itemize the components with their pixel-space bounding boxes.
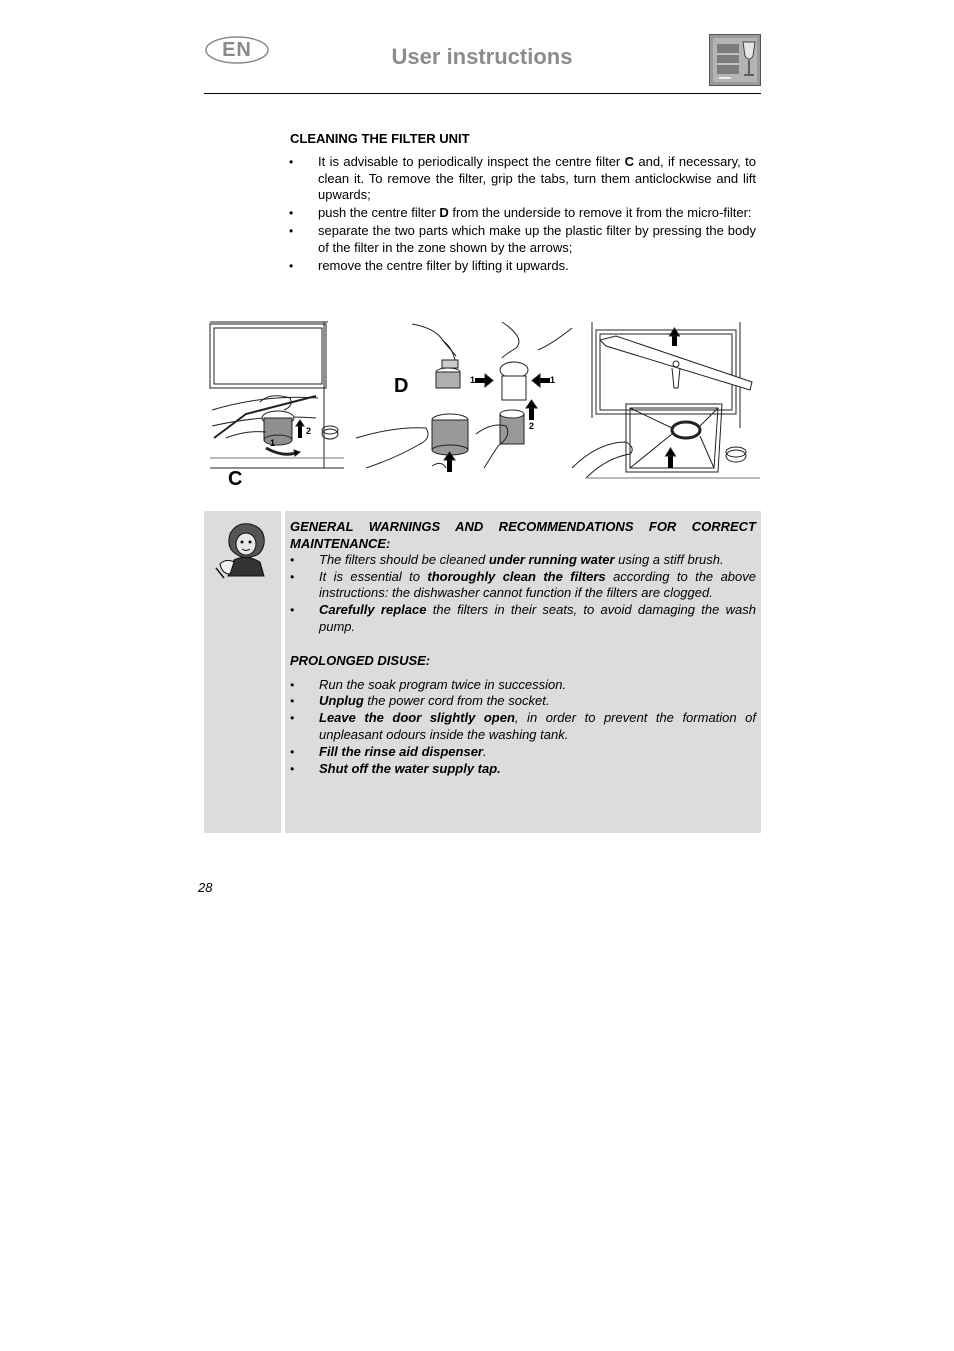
disuse-heading: PROLONGED DISUSE: <box>290 652 431 668</box>
label-step-1-right: 1 <box>550 375 556 385</box>
disuse-list <box>290 677 756 778</box>
label-step-2-right: 2 <box>529 421 535 431</box>
warnings-heading: GENERAL WARNINGS AND RECOMMENDATIONS FOR CORRECT MAINTENANCE: <box>290 519 756 551</box>
language-badge <box>204 34 270 66</box>
list-item: • Leave the door slightly open, in order to prevent the formation of unpleasant odours inside the washing tank. <box>290 710 756 743</box>
label-step-2: 2 <box>306 426 312 436</box>
list-item: • It is essential to thoroughly clean the filters according to the above instructions: the dishwasher cannot function if the filters are clogged. <box>290 569 756 602</box>
list-item: • remove the centre filter by lifting it upwards. <box>289 258 756 275</box>
warnings-content <box>290 518 756 778</box>
list-item: • separate the two parts which make up the plastic filter by pressing the body of the filter in the zone shown by the arrows; <box>289 223 756 256</box>
panel-filter-c <box>210 322 344 468</box>
page-number: 28 <box>198 880 213 895</box>
list-item: • It is advisable to periodically inspect the centre filter C and, if necessary, to clean it. To remove the filter, grip the tabs, turn them anticlockwise and lift upwards; <box>289 154 756 204</box>
list-item: • Fill the rinse aid dispenser. <box>290 744 756 761</box>
list-item: • Carefully replace the filters in their seats, to avoid damaging the wash pump. <box>290 602 756 635</box>
list-item: • push the centre filter D from the underside to remove it from the micro-filter: <box>289 205 756 222</box>
maintenance-list <box>290 552 756 636</box>
label-filter-c: C <box>228 468 243 490</box>
list-item: • Shut off the water supply tap. <box>290 761 756 778</box>
language-code: EN <box>222 39 252 61</box>
panel-spray-arm <box>572 322 760 478</box>
page-title: User instructions <box>391 44 573 69</box>
section-title: CLEANING THE FILTER UNIT <box>290 131 470 146</box>
header-divider <box>204 93 761 94</box>
list-item: • Run the soak program twice in succession. <box>290 677 756 694</box>
label-step-1-left: 1 <box>470 375 476 385</box>
panel-filter-d <box>356 322 572 472</box>
list-item: • Unplug the power cord from the socket. <box>290 693 756 710</box>
label-step-1: 1 <box>270 438 276 448</box>
filter-removal-illustration <box>206 318 762 494</box>
woman-mascot-icon <box>214 520 272 580</box>
dishwasher-glass-icon <box>709 34 761 86</box>
filter-steps-list <box>289 154 756 276</box>
list-item: • The filters should be cleaned under running water using a stiff brush. <box>290 552 756 569</box>
label-filter-d: D <box>394 375 409 397</box>
